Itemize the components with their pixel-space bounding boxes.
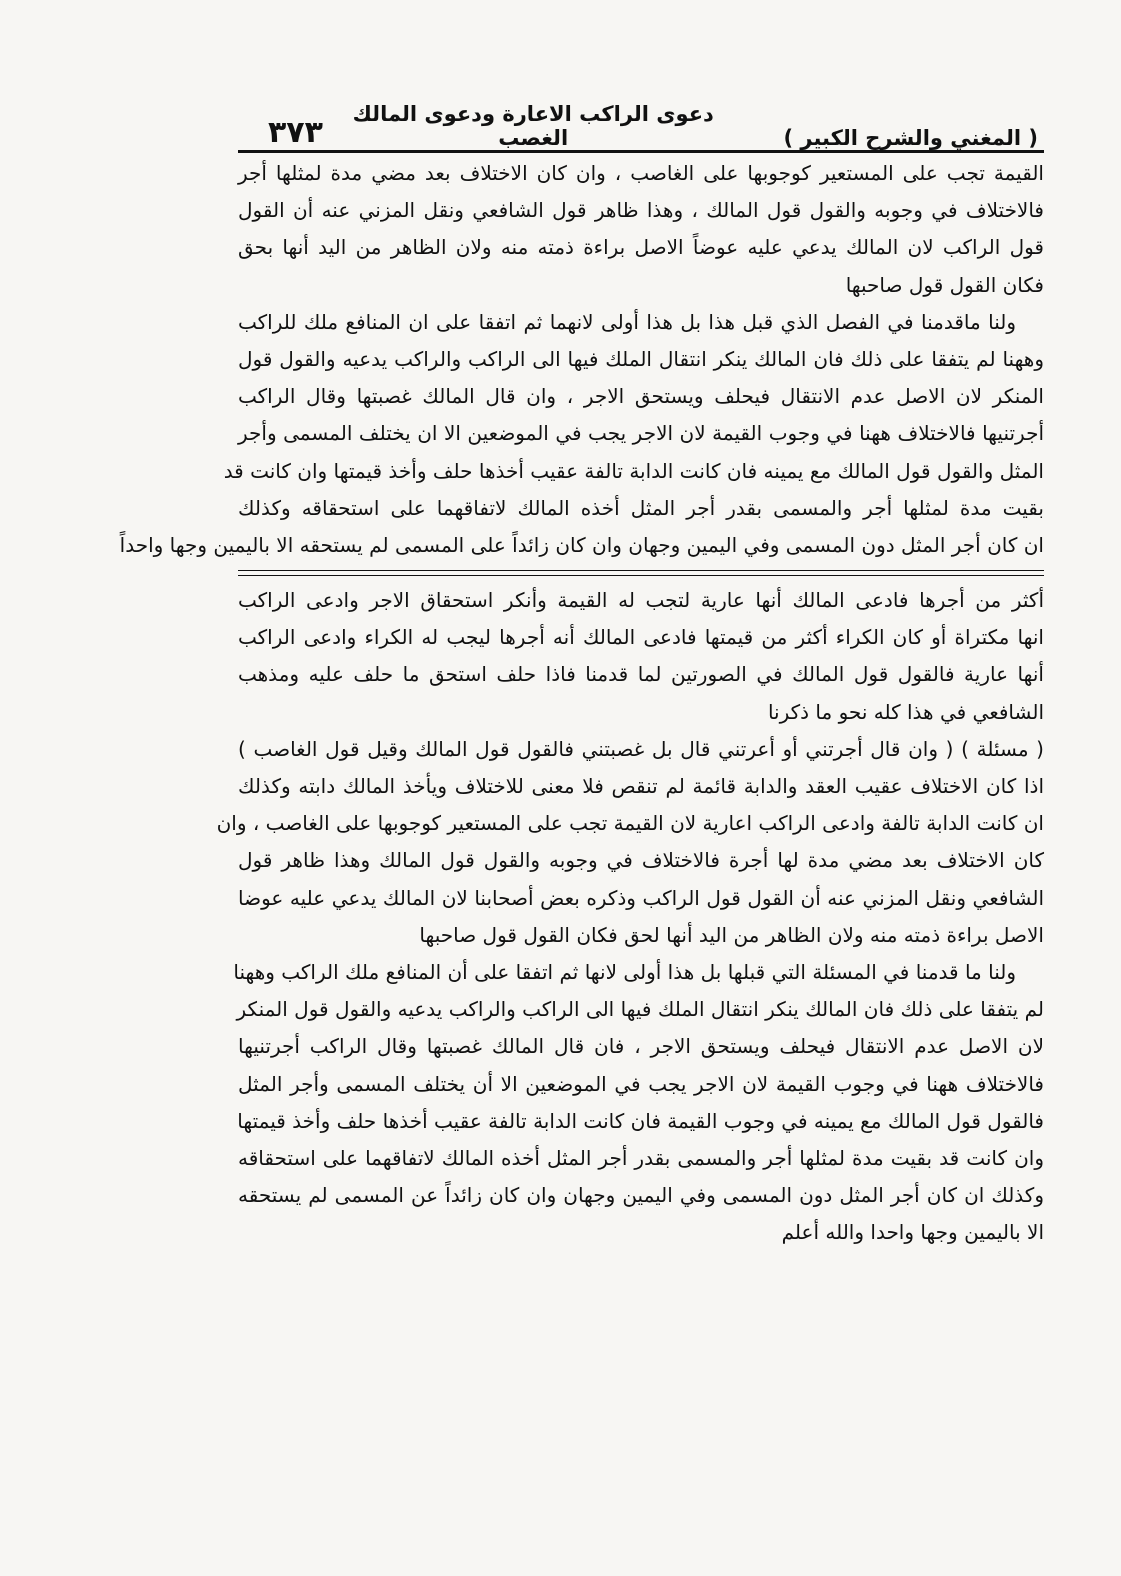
text-line: الشافعي في هذا كله نحو ما ذكرنا — [767, 699, 1044, 724]
upper-text-section — [119, 155, 1044, 564]
text-line: بقيت مدة لمثلها أجر والمسمى بقدر أجر المثل أخذه المالك لاتفاقهما على استحقاقه وكذلك — [238, 495, 1044, 520]
section-divider — [238, 570, 1044, 576]
text-line: المنكر لان الاصل عدم الانتقال فيحلف ويستحق الاجر ، وان قال المالك غصبتها وقال الراكب — [238, 384, 1044, 409]
text-line: المثل والقول قول المالك مع يمينه فان كانت الدابة تالفة عقيب أخذها حلف وأخذ قيمتها وان كانت قد — [223, 458, 1044, 483]
text-line: ان كانت الدابة تالفة وادعى الراكب اعارية لان القيمة تجب على المستعير كوجوبها على الغاصب ، وان — [216, 811, 1044, 836]
text-line: ولنا ما قدمنا في المسئلة التي قبلها بل هذا أولى لانها ثم اتفقا على أن المنافع ملك الراكب وههنا — [233, 959, 1016, 984]
text-line: كان الاختلاف بعد مضي مدة لها أجرة فالاختلاف في وجوبه والقول قول المالك وهذا ظاهر قول — [238, 848, 1044, 873]
section-heading: ( مسئلة ) ( وان قال أجرتني أو أعرتني قال بل غصبتني فالقول قول المالك وقيل قول الغاصب ) — [238, 736, 1044, 761]
text-line: ان كان أجر المثل دون المسمى وفي اليمين وجهان وان كان زائداً على المسمى لم يستحقه الا باليمين وجها واحداً — [119, 532, 1044, 557]
text-line: الاصل براءة ذمته منه ولان الظاهر من اليد أنها لحق فكان القول قول صاحبها — [419, 922, 1044, 947]
book-page — [119, 102, 1044, 1251]
text-line: فالقول قول المالك مع يمينه في وجوب القيمة فان كانت الدابة تالفة عقيب أخذها حلف وأخذ قيمتها — [237, 1108, 1044, 1133]
running-header — [238, 102, 1044, 153]
text-line: ولنا ماقدمنا في الفصل الذي قبل هذا بل هذا أولى لانهما ثم اتفقا على ان المنافع ملك للراكب — [238, 309, 1016, 334]
chapter-title: دعوى الراكب الاعارة ودعوى المالك الغصب — [352, 102, 714, 150]
text-line: انها مكتراة أو كان الكراء أكثر من قيمتها فادعى المالك أنه أجرها ليجب له الكراء وادعى الراكب — [238, 625, 1044, 650]
text-line: فالاختلاف ههنا في وجوب القيمة لان الاجر يجب في الموضعين الا أن يختلف المسمى وأجر المثل — [238, 1071, 1044, 1096]
text-line: وههنا لم يتفقا على ذلك فان المالك ينكر انتقال الملك فيها الى الراكب والراكب يدعيه والقول قول — [238, 346, 1044, 371]
text-line: أجرتنيها فالاختلاف ههنا في وجوب القيمة لان الاجر يجب في الموضعين الا ان يختلف المسمى وأجر — [238, 421, 1044, 446]
text-line: القيمة تجب على المستعير كوجوبها على الغاصب ، وان كان الاختلاف بعد مضي مدة لمثلها أجر — [238, 161, 1044, 185]
text-line: لان الاصل عدم الانتقال فيحلف ويستحق الاجر ، فان قال المالك غصبتها وقال الراكب أجرتنيها — [238, 1034, 1044, 1059]
text-line: وان كانت قد بقيت مدة لمثلها أجر والمسمى بقدر أجر المثل أخذه المالك لاتفاقهما على استحقاقه — [238, 1145, 1044, 1170]
text-line: وكذلك ان كان أجر المثل دون المسمى وفي اليمين وجهان وان كان زائداً عن المسمى لم يستحقه — [238, 1183, 1044, 1208]
text-line: الا باليمين وجها واحدا والله أعلم — [781, 1220, 1044, 1245]
text-line: اذا كان الاختلاف عقيب العقد والدابة قائمة لم تنقص فلا معنى للاختلاف ويأخذ المالك دابته وكذلك — [238, 774, 1044, 798]
text-line: قول الراكب لان المالك يدعي عليه عوضاً الاصل براءة ذمته منه ولان الظاهر من اليد أنها بحق — [238, 235, 1044, 260]
lower-text-section — [216, 582, 1044, 1251]
text-line: الشافعي ونقل المزني عنه أن القول قول الراكب وذكره بعض أصحابنا لان المالك يدعي عليه عوضا — [238, 885, 1044, 910]
text-line: لم يتفقا على ذلك فان المالك ينكر انتقال الملك فيها الى الراكب والراكب يدعيه والقول قول المنكر — [236, 997, 1044, 1022]
text-line: فكان القول قول صاحبها — [845, 272, 1044, 297]
book-title: ( المغني والشرح الكبير ) — [783, 126, 1038, 150]
text-line: أكثر من أجرها فادعى المالك أنها عارية لتجب له القيمة وأنكر استحقاق الاجر وادعى الراكب — [238, 588, 1044, 613]
text-line: أنها عارية فالقول قول المالك في الصورتين لما قدمنا فاذا حلف استحق ما حلف عليه ومذهب — [238, 662, 1044, 687]
text-line: فالاختلاف في وجوبه والقول قول المالك ، وهذا ظاهر قول الشافعي ونقل المزني عنه أن القول — [238, 198, 1044, 223]
page-number: ٣٧٣ — [268, 115, 323, 150]
